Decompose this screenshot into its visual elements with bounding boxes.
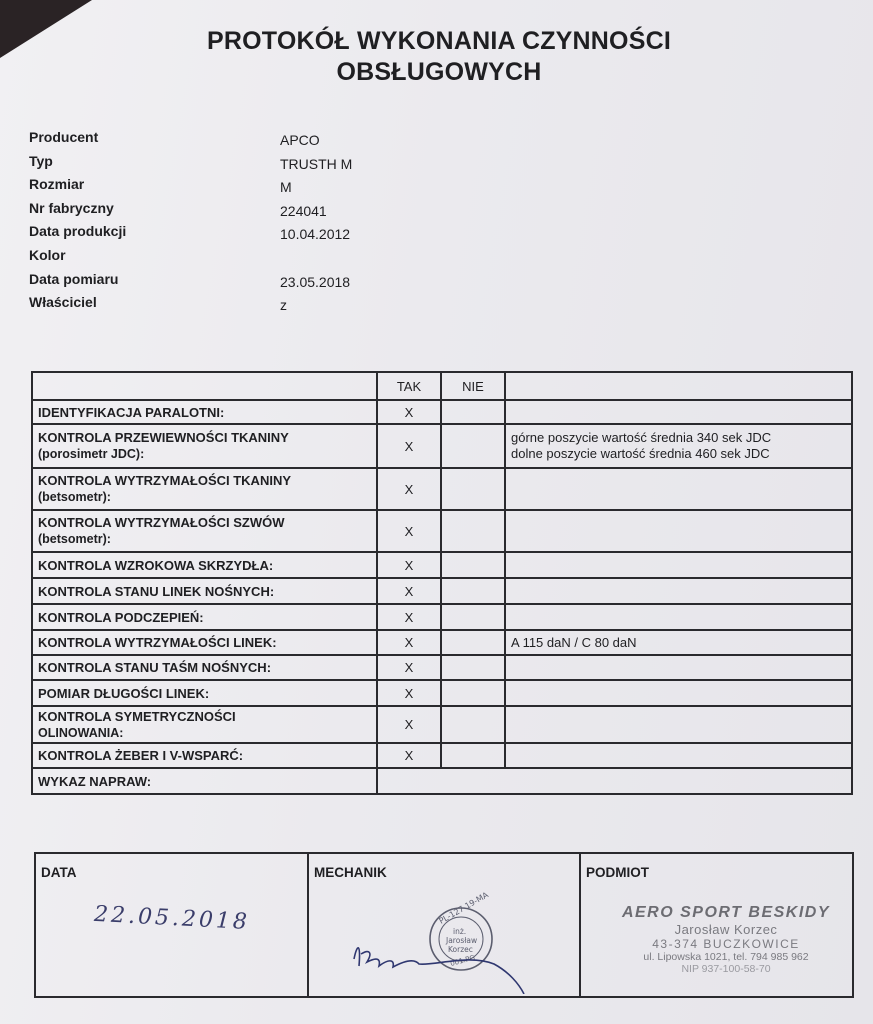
signature-stroke [354, 948, 524, 994]
tak-mark: X [377, 400, 441, 424]
stamp-owner-name: Jarosław Korzec [674, 922, 778, 937]
title-line-1: PROTOKÓŁ WYKONANIA CZYNNOŚCI [207, 27, 671, 55]
check-label [32, 400, 377, 424]
check-label-main: KONTROLA WZROKOWA SKRZYDŁA: [38, 557, 274, 573]
check-label [32, 604, 377, 630]
check-note [505, 743, 852, 768]
nie-mark [441, 743, 505, 768]
check-label-main: POMIAR DŁUGOŚCI LINEK: [38, 685, 210, 701]
title-line-2: OBSŁUGOWYCH [336, 58, 542, 86]
info-label: Kolor [29, 246, 66, 263]
nie-mark [441, 706, 505, 743]
header-notes [505, 372, 852, 400]
tak-mark: X [377, 655, 441, 680]
document-title [0, 26, 873, 88]
repairs-value [377, 768, 852, 794]
note-line: dolne poszycie wartość średnia 460 sek JDC [511, 446, 770, 461]
table-row [32, 578, 852, 604]
info-value: 224041 [280, 202, 327, 219]
table-row [32, 706, 852, 743]
stamp-postal-city: 43-374 BUCZKOWICE [652, 937, 800, 951]
table-row [32, 400, 852, 424]
nie-mark [441, 630, 505, 655]
table-header-row [32, 372, 852, 400]
handwritten-date: 22.05.2018 [93, 901, 251, 936]
mechanic-signature-and-stamp [309, 854, 577, 994]
signature-table [34, 852, 854, 998]
check-label-sub: (porosimetr JDC): [38, 447, 145, 461]
check-label-main: IDENTYFIKACJA PARALOTNI: [38, 404, 225, 420]
check-note [505, 468, 852, 510]
nie-mark [441, 424, 505, 468]
nie-mark [441, 400, 505, 424]
tak-mark: X [377, 578, 441, 604]
nie-mark [441, 680, 505, 706]
check-note [505, 424, 852, 468]
info-label: Data produkcji [29, 223, 127, 240]
check-label [32, 424, 377, 468]
check-label [32, 680, 377, 706]
entity-cell [580, 853, 853, 997]
note-line: górne poszycie wartość średnia 340 sek JDC [511, 430, 772, 445]
tak-mark: X [377, 468, 441, 510]
check-note [505, 578, 852, 604]
info-value: APCO [280, 132, 320, 148]
stamp-address-phone: ul. Lipowska 1021, tel. 794 985 962 [643, 951, 809, 963]
info-value: M [280, 179, 292, 196]
check-label-sub: (betsometr): [38, 532, 111, 546]
table-row [32, 552, 852, 578]
nie-mark [441, 468, 505, 510]
tak-mark: X [377, 743, 441, 768]
check-label [32, 578, 377, 604]
svg-text:PL-127 19-MA: PL-127 19-MA [437, 890, 490, 926]
check-label-sub: OLINOWANIA: [38, 725, 124, 740]
check-label [32, 743, 377, 768]
check-note [505, 680, 852, 706]
table-row [32, 630, 852, 655]
check-note [505, 630, 852, 655]
info-value: 23.05.2018 [280, 273, 351, 290]
check-note [505, 604, 852, 630]
nie-mark [441, 510, 505, 552]
note-line: A 115 daN / C 80 daN [511, 634, 637, 650]
svg-text:Korzec: Korzec [448, 945, 473, 954]
nie-mark [441, 604, 505, 630]
tak-mark: X [377, 510, 441, 552]
tak-mark: X [377, 630, 441, 655]
info-value: TRUSTH M [280, 155, 353, 172]
table-row [32, 655, 852, 680]
mechanic-cell [308, 853, 580, 997]
check-label [32, 468, 377, 510]
check-label-main: KONTROLA ŻEBER I V-WSPARĆ: [38, 748, 244, 763]
repairs-label: WYKAZ NAPRAW: [32, 768, 377, 794]
info-label: Nr fabryczny [29, 199, 114, 216]
tak-mark: X [377, 604, 441, 630]
info-label: Właściciel [29, 294, 97, 311]
svg-text:inż.: inż. [453, 927, 467, 936]
table-row [32, 424, 852, 468]
check-label [32, 706, 377, 743]
date-label: DATA [41, 865, 77, 880]
tak-mark: X [377, 552, 441, 578]
check-label-main: KONTROLA WYTRZYMAŁOŚCI TKANINY [38, 473, 291, 488]
date-cell [35, 853, 308, 997]
tak-mark: X [377, 706, 441, 743]
table-row [32, 510, 852, 552]
svg-text:001.PG: 001.PG [449, 953, 476, 968]
check-label-main: KONTROLA PRZEWIEWNOŚCI TKANINY [38, 430, 289, 445]
stamp-company-name: AERO SPORT BESKIDY [621, 904, 831, 921]
check-label-main: KONTROLA STANU TAŚM NOŚNYCH: [38, 660, 272, 675]
info-label: Typ [29, 152, 53, 169]
header-tak: TAK [377, 372, 441, 400]
table-row [32, 743, 852, 768]
header-nie: NIE [441, 372, 505, 400]
table-row [32, 468, 852, 510]
round-stamp-icon [430, 890, 492, 970]
check-label [32, 655, 377, 680]
info-value: z [280, 297, 287, 314]
nie-mark [441, 578, 505, 604]
info-label: Data pomiaru [29, 270, 119, 287]
check-note [505, 510, 852, 552]
check-label-main: KONTROLA WYTRZYMAŁOŚCI SZWÓW [38, 515, 285, 530]
nie-mark [441, 552, 505, 578]
inspection-table [31, 371, 853, 795]
check-note [505, 655, 852, 680]
header-blank [32, 372, 377, 400]
tak-mark: X [377, 680, 441, 706]
info-label: Producent [29, 129, 99, 145]
nie-mark [441, 655, 505, 680]
entity-label: PODMIOT [586, 865, 649, 880]
check-label [32, 630, 377, 655]
info-value: 10.04.2012 [280, 226, 351, 243]
repairs-row [32, 768, 852, 794]
info-label: Rozmiar [29, 176, 85, 193]
check-note [505, 400, 852, 424]
company-stamp [621, 904, 831, 975]
mechanic-label: MECHANIK [314, 865, 387, 880]
tak-mark: X [377, 424, 441, 468]
check-label-sub: (betsometr): [38, 490, 111, 504]
check-note [505, 706, 852, 743]
check-label-main: KONTROLA STANU LINEK NOŚNYCH: [38, 583, 275, 599]
check-label-main: KONTROLA PODCZEPIEŃ: [38, 609, 204, 625]
check-note [505, 552, 852, 578]
table-row [32, 604, 852, 630]
table-row [32, 680, 852, 706]
check-label [32, 510, 377, 552]
stamp-nip: NIP 937-100-58-70 [681, 963, 771, 975]
check-label-main: KONTROLA WYTRZYMAŁOŚCI LINEK: [38, 635, 277, 650]
check-label-main: KONTROLA SYMETRYCZNOŚCI [38, 708, 236, 724]
check-label [32, 552, 377, 578]
svg-text:Jarosław: Jarosław [446, 936, 478, 945]
